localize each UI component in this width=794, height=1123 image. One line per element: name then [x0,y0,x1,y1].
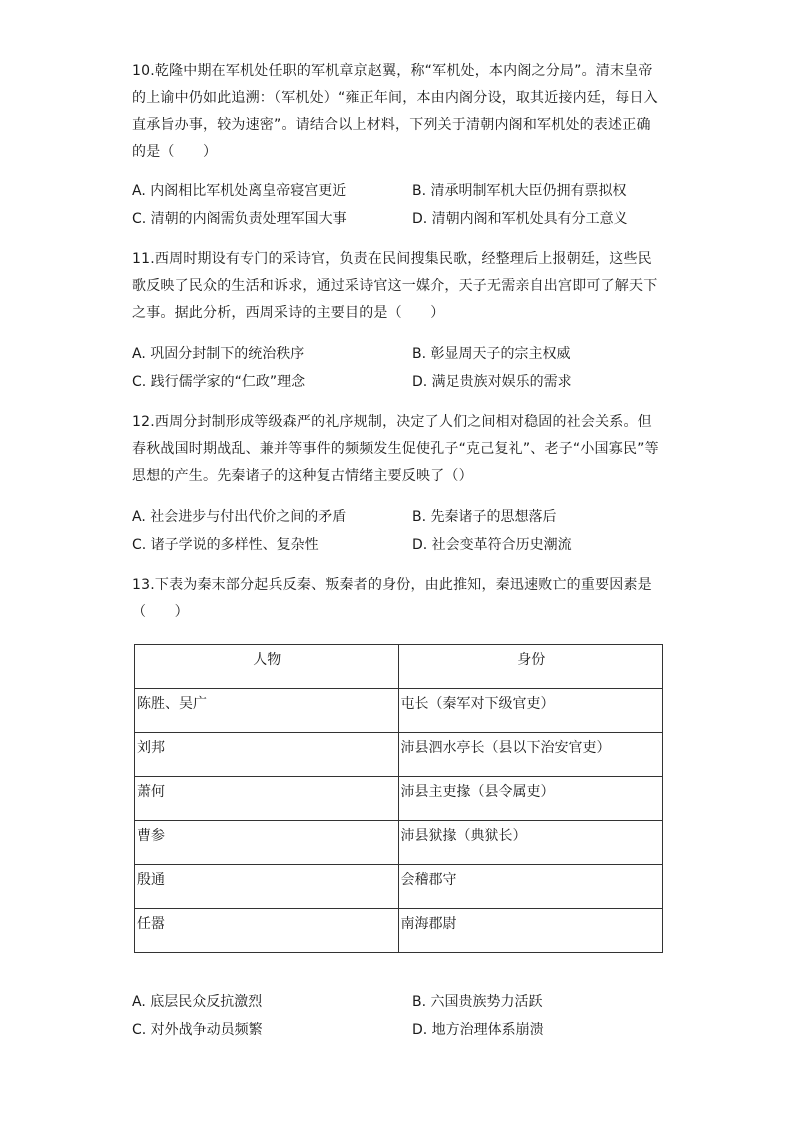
table-cell-person: 萧何 [135,777,399,821]
table-header-person: 人物 [135,645,399,689]
question-10-option-a: A. 内阁相比军机处离皇帝寝宫更近 [132,183,347,199]
question-12-text: 12.西周分封制形成等级森严的礼序规制，决定了人们之间相对稳固的社会关系。但春秋战国时期战乱、兼并等事件的频频发生促使孔子“克己复礼”、老子“小国寡民”等思想的产生。先秦诸子的这种复古情绪主要反映了（） [132,414,659,484]
table-row [135,909,663,953]
table-cell-identity: 沛县主吏掾（县令属吏） [398,777,663,821]
table-row [135,821,663,865]
question-11-option-b: B. 彰显周天子的宗主权威 [412,346,571,362]
table-row [135,865,663,909]
table-row [135,777,663,821]
table-cell-identity: 会稽郡守 [398,865,663,909]
table-cell-person: 任嚣 [135,909,399,953]
question-13-option-a: A. 底层民众反抗激烈 [132,994,263,1010]
table-header-identity: 身份 [398,645,663,689]
table-cell-person: 殷通 [135,865,399,909]
table-cell-identity: 沛县狱掾（典狱长） [398,821,663,865]
table-cell-identity: 南海郡尉 [398,909,663,953]
table-header-row [135,645,663,689]
question-13-option-b: B. 六国贵族势力活跃 [412,994,543,1010]
question-13-option-c: C. 对外战争动员频繁 [132,1022,263,1038]
table-cell-identity: 沛县泗水亭长（县以下治安官吏） [398,733,663,777]
table-row [135,733,663,777]
question-10-option-d: D. 清朝内阁和军机处具有分工意义 [412,211,628,227]
table-cell-person: 曹参 [135,821,399,865]
question-13-text: 13.下表为秦末部分起兵反秦、叛秦者的身份，由此推知，秦迅速败亡的重要因素是（ ） [132,577,652,620]
table-cell-person: 刘邦 [135,733,399,777]
rebels-table [134,644,663,953]
table-cell-identity: 屯长（秦军对下级官吏） [398,689,663,733]
question-12-option-b: B. 先秦诸子的思想落后 [412,509,557,525]
question-10-option-c: C. 清朝的内阁需负责处理军国大事 [132,211,347,227]
table-row [135,689,663,733]
question-10-text: 10.乾隆中期在军机处任职的军机章京赵翼，称“军机处，本内阁之分局”。清末皇帝的上谕中仍如此追溯：（军机处）“雍正年间，本由内阁分设，取其近接内廷，每日入直承旨办事，较为速密”。请结合以上材料，下列关于清朝内阁和军机处的表述正确的是（ ） [132,63,658,160]
question-12-option-a: A. 社会进步与付出代价之间的矛盾 [132,509,347,525]
question-13-option-d: D. 地方治理体系崩溃 [412,1022,544,1038]
table-cell-person: 陈胜、吴广 [135,689,399,733]
question-11-text: 11.西周时期设有专门的采诗官，负责在民间搜集民歌，经整理后上报朝廷，这些民歌反映了民众的生活和诉求，通过采诗官这一媒介，天子无需亲自出宫即可了解天下之事。据此分析，西周采诗的主要目的是（ ） [132,251,658,321]
question-11-option-c: C. 践行儒学家的“仁政”理念 [132,374,306,390]
question-11-option-a: A. 巩固分封制下的统治秩序 [132,346,305,362]
question-12-option-d: D. 社会变革符合历史潮流 [412,537,572,553]
question-11-option-d: D. 满足贵族对娱乐的需求 [412,374,572,390]
question-10-option-b: B. 清承明制军机大臣仍拥有票拟权 [412,183,627,199]
question-12-option-c: C. 诸子学说的多样性、复杂性 [132,537,319,553]
